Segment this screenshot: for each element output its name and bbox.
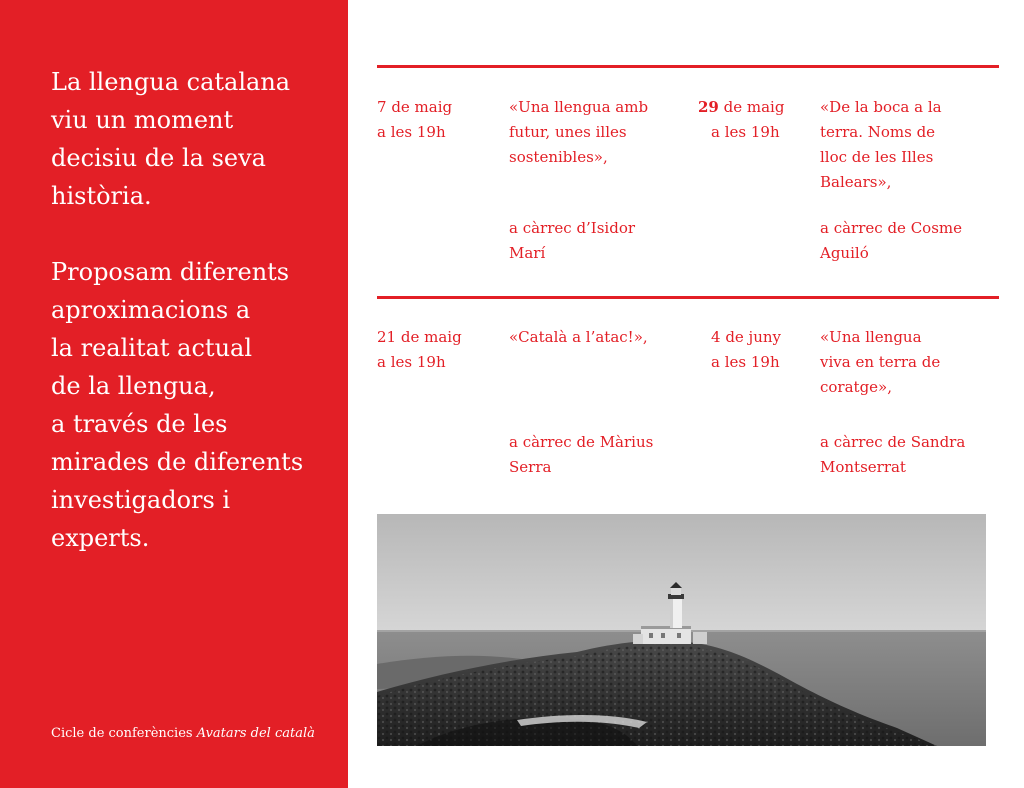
event-2-speaker: a càrrec de Cosme Aguiló [820, 219, 962, 262]
event-1-date [377, 95, 452, 145]
event-1-date-day: 7 [377, 98, 387, 116]
event-2-time: a les 19h [711, 123, 780, 141]
series-caption [51, 726, 315, 742]
event-4-time: a les 19h [711, 353, 780, 371]
event-1-time: a les 19h [377, 123, 446, 141]
event-3-date-month: de maig [396, 328, 462, 346]
event-4-date [711, 325, 781, 375]
middle-divider [377, 296, 999, 299]
event-2-title: «De la boca a la terra. Noms de lloc de les Illes Balears», [820, 98, 942, 191]
event-3-date-day: 21 [377, 328, 397, 346]
event-1-title: «Una llengua amb futur, unes illes sostenibles», [509, 98, 649, 166]
intro-paragraph-2: Proposam diferents aproximacions a la realitat actual de la llengua, a través de les mirades de diferents investigadors i experts. [51, 258, 304, 552]
event-1-date-month: de maig [386, 98, 453, 116]
event-4-title: «Una llengua viva en terra de coratge», [820, 328, 941, 396]
series-caption-prefix: Cicle de conferències [51, 726, 197, 741]
intro-text [51, 63, 336, 557]
event-4-speaker: a càrrec de Sandra Montserrat [820, 433, 966, 476]
event-2-date-day: 29 [698, 98, 719, 116]
event-3-date [377, 325, 462, 375]
series-title: Avatars del català [196, 726, 315, 741]
intro-paragraph-1: La llengua catalana viu un moment decisiu de la seva història. [51, 68, 291, 210]
event-4-date-day: 4 [711, 328, 721, 346]
lighthouse-illustration [377, 514, 986, 746]
event-3-time: a les 19h [377, 353, 446, 371]
event-2-date [698, 95, 784, 145]
lighthouse-photo [377, 514, 986, 746]
top-divider [377, 65, 999, 68]
event-2-date-month: de maig [718, 98, 785, 116]
keeper-house [641, 628, 691, 644]
event-1-speaker: a càrrec d’Isidor Marí [509, 219, 636, 262]
intro-panel [0, 0, 348, 788]
event-4-date-month: de juny [720, 328, 782, 346]
event-3-speaker: a càrrec de Màrius Serra [509, 433, 654, 476]
event-3-title: «Català a l’atac!», [509, 328, 648, 346]
